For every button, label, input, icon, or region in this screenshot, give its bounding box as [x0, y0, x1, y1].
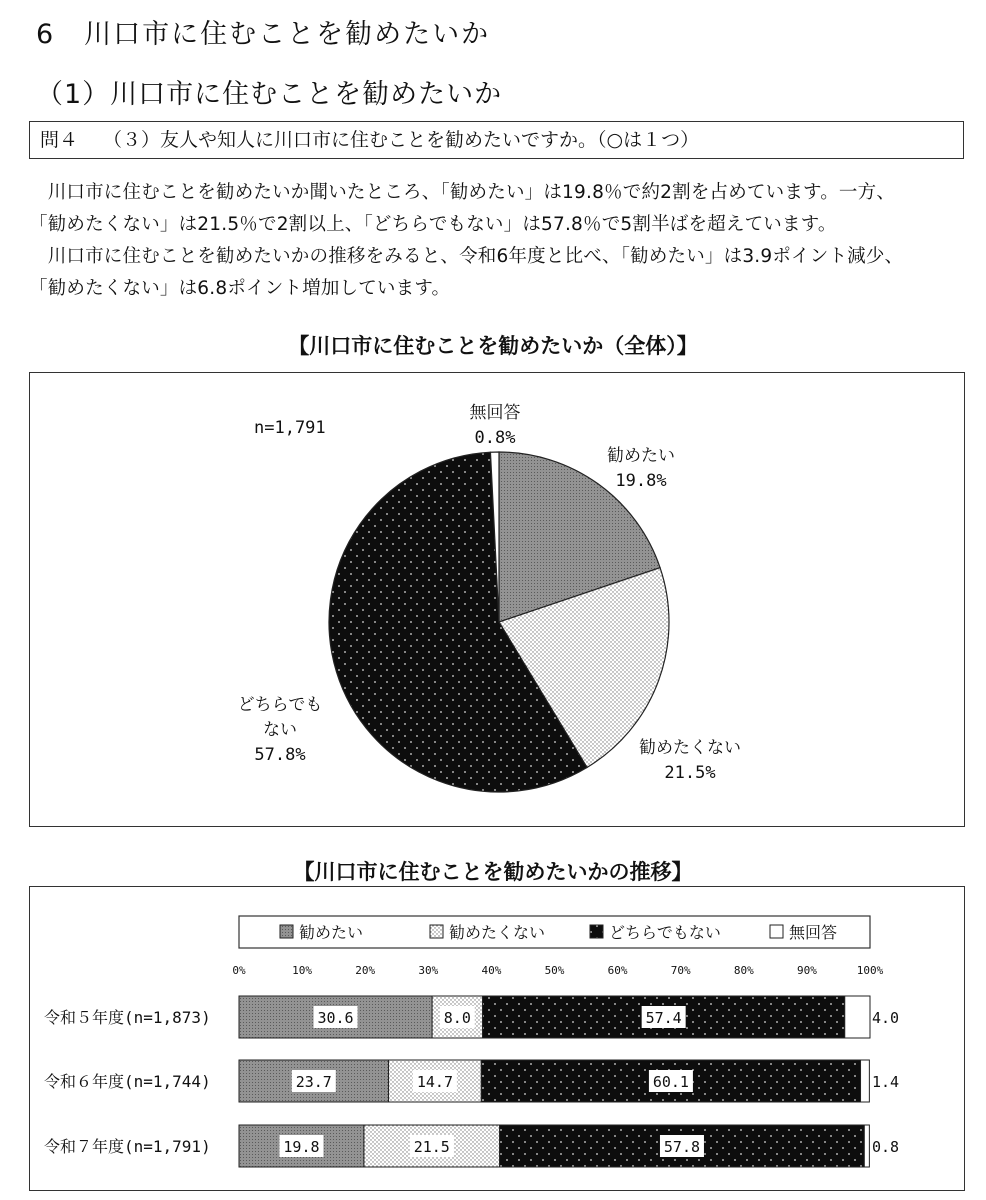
legend-swatch-not-recommend — [430, 925, 443, 938]
pie-sample-size: n=1,791 — [254, 418, 326, 438]
paragraph-line: 「勧めたくない」は6.8ポイント増加しています。 — [29, 278, 451, 299]
pie-label-neither-value: 57.8% — [254, 745, 306, 765]
paragraph-line: 「勧めたくない」は21.5％で2割以上、「どちらでもない」は57.8％で5割半ばを超えています。 — [29, 214, 837, 235]
x-tick-label: 10% — [292, 964, 313, 977]
bar-value-label-not-recommend: 14.7 — [416, 1073, 453, 1091]
paragraph-line: 川口市に住むことを勧めたいかの推移をみると、令和6年度と比べ、「勧めたい」は3.9ポイント減少、 — [29, 246, 904, 267]
subsection-heading: （1）川口市に住むことを勧めたいか — [36, 79, 503, 110]
bar-segment-no-answer — [845, 996, 870, 1038]
pie-chart — [30, 373, 963, 825]
bar-value-label-no-answer: 0.8 — [872, 1138, 900, 1156]
bar-value-label-neither: 60.1 — [652, 1073, 689, 1091]
category-label: 令和５年度(n=1,873) — [44, 1008, 211, 1027]
x-tick-label: 70% — [670, 964, 691, 977]
x-tick-label: 20% — [355, 964, 376, 977]
category-label: 令和６年度(n=1,744) — [44, 1072, 211, 1091]
pie-label-recommend-value: 19.8% — [615, 471, 667, 491]
x-tick-label: 100% — [856, 964, 884, 977]
pie-chart-title: 【川口市に住むことを勧めたいか（全体）】 — [288, 334, 698, 358]
pie-label-neither-name: どちらでも — [237, 695, 323, 715]
bar-value-label-neither: 57.8 — [663, 1138, 701, 1156]
bar-segment-no-answer — [861, 1060, 870, 1102]
bar-value-label-no-answer: 1.4 — [872, 1073, 900, 1091]
legend-swatch-recommend — [280, 925, 293, 938]
legend-label-neither: どちらでもない — [609, 923, 721, 942]
bar-chart-frame — [29, 886, 965, 1191]
bar-segment-no-answer — [864, 1125, 869, 1167]
pie-label-no-answer-name: 無回答 — [469, 403, 521, 423]
legend-swatch-neither — [590, 925, 603, 938]
x-tick-label: 40% — [481, 964, 502, 977]
bar-value-label-not-recommend: 8.0 — [443, 1009, 471, 1027]
bar-value-label-no-answer: 4.0 — [872, 1009, 900, 1027]
pie-label-not-recommend-value: 21.5% — [664, 763, 716, 783]
bar-chart-title: 【川口市に住むことを勧めたいかの推移】 — [293, 860, 693, 884]
legend-label-no-answer: 無回答 — [789, 923, 838, 942]
paragraph-line: 川口市に住むことを勧めたいか聞いたところ、「勧めたい」は19.8％で約2割を占めています。一方、 — [29, 182, 896, 203]
question-box: 問４ （３）友人や知人に川口市に住むことを勧めたいですか。（○は１つ） — [29, 121, 964, 159]
pie-label-neither-name: ない — [263, 720, 297, 740]
x-tick-label: 60% — [607, 964, 628, 977]
pie-chart-frame — [29, 372, 965, 827]
x-tick-label: 80% — [733, 964, 754, 977]
stacked-bar-chart — [30, 887, 963, 1189]
pie-label-not-recommend-name: 勧めたくない — [639, 738, 741, 758]
legend-swatch-no-answer — [770, 925, 783, 938]
bar-value-label-recommend: 23.7 — [295, 1073, 332, 1091]
bar-value-label-recommend: 30.6 — [317, 1009, 354, 1027]
x-tick-label: 0% — [232, 964, 246, 977]
pie-label-no-answer-value: 0.8% — [474, 428, 516, 448]
bar-value-label-recommend: 19.8 — [283, 1138, 320, 1156]
category-label: 令和７年度(n=1,791) — [44, 1137, 211, 1156]
legend-label-recommend: 勧めたい — [299, 923, 364, 942]
bar-value-label-neither: 57.4 — [645, 1009, 682, 1027]
section-heading: 6 川口市に住むことを勧めたいか — [36, 19, 491, 50]
x-tick-label: 50% — [544, 964, 565, 977]
x-tick-label: 30% — [418, 964, 439, 977]
bar-value-label-not-recommend: 21.5 — [413, 1138, 450, 1156]
x-tick-label: 90% — [796, 964, 817, 977]
legend-label-not-recommend: 勧めたくない — [449, 923, 546, 942]
pie-label-recommend-name: 勧めたい — [607, 446, 675, 466]
